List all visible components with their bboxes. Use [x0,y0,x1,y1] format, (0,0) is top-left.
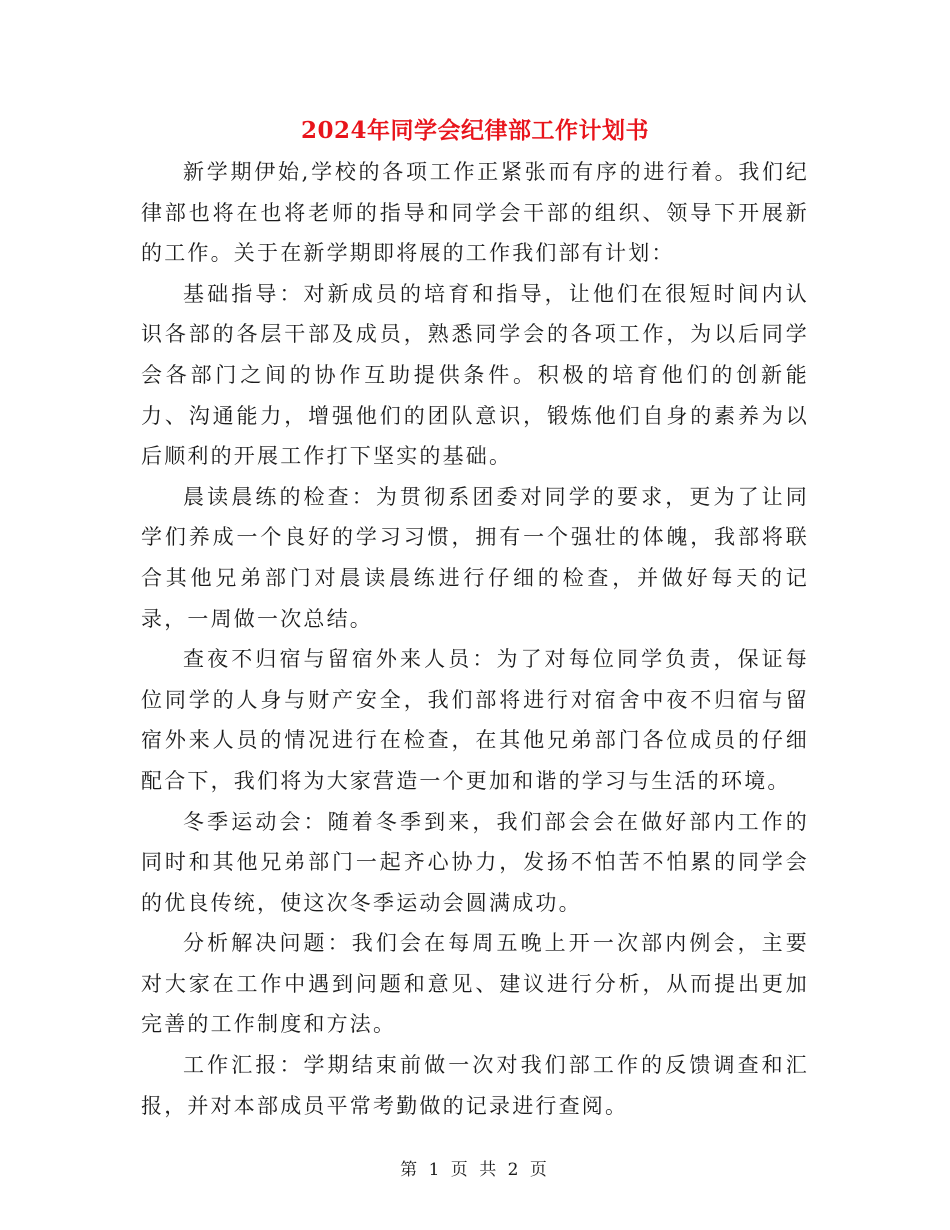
document-title: 2024年同学会纪律部工作计划书 [300,117,649,144]
paragraph-problem-analysis: 分析解决问题：我们会在每周五晚上开一次部内例会，主要对大家在工作中遇到问题和意见、建议进行分析，从而提出更加完善的工作制度和方法。 [141,931,809,1037]
page-number-footer: 第 1 页 共 2 页 [400,1160,550,1180]
paragraph-intro: 新学期伊始,学校的各项工作正紧张而有序的进行着。我们纪律部也将在也将老师的指导和同学会干部的组织、领导下开展新的工作。关于在新学期即将展的工作我们部有计划： [141,160,809,266]
document-body [141,152,809,1126]
paragraph-winter-sports: 冬季运动会：随着冬季到来，我们部会会在做好部内工作的同时和其他兄弟部门一起齐心协力，发扬不怕苦不怕累的同学会的优良传统，使这次冬季运动会圆满成功。 [141,809,809,915]
paragraph-night-check: 查夜不归宿与留宿外来人员：为了对每位同学负责，保证每位同学的人身与财产安全，我们部将进行对宿舍中夜不归宿与留宿外来人员的情况进行在检查，在其他兄弟部门各位成员的仔细配合下，我们将为大家营造一个更加和谐的学习与生活的环境。 [141,647,809,793]
paragraph-basic-guidance: 基础指导：对新成员的培育和指导，让他们在很短时间内认识各部的各层干部及成员，熟悉同学会的各项工作，为以后同学会各部门之间的协作互助提供条件。积极的培育他们的创新能力、沟通能力，增强他们的团队意识，锻炼他们自身的素养为以后顺利的开展工作打下坚实的基础。 [141,281,809,469]
paragraph-morning-check: 晨读晨练的检查：为贯彻系团委对同学的要求，更为了让同学们养成一个良好的学习习惯，拥有一个强壮的体魄，我部将联合其他兄弟部门对晨读晨练进行仔细的检查，并做好每天的记录，一周做一次总结。 [141,484,809,631]
paragraph-work-report: 工作汇报：学期结束前做一次对我们部工作的反馈调查和汇报，并对本部成员平常考勤做的记录进行查阅。 [141,1053,809,1118]
